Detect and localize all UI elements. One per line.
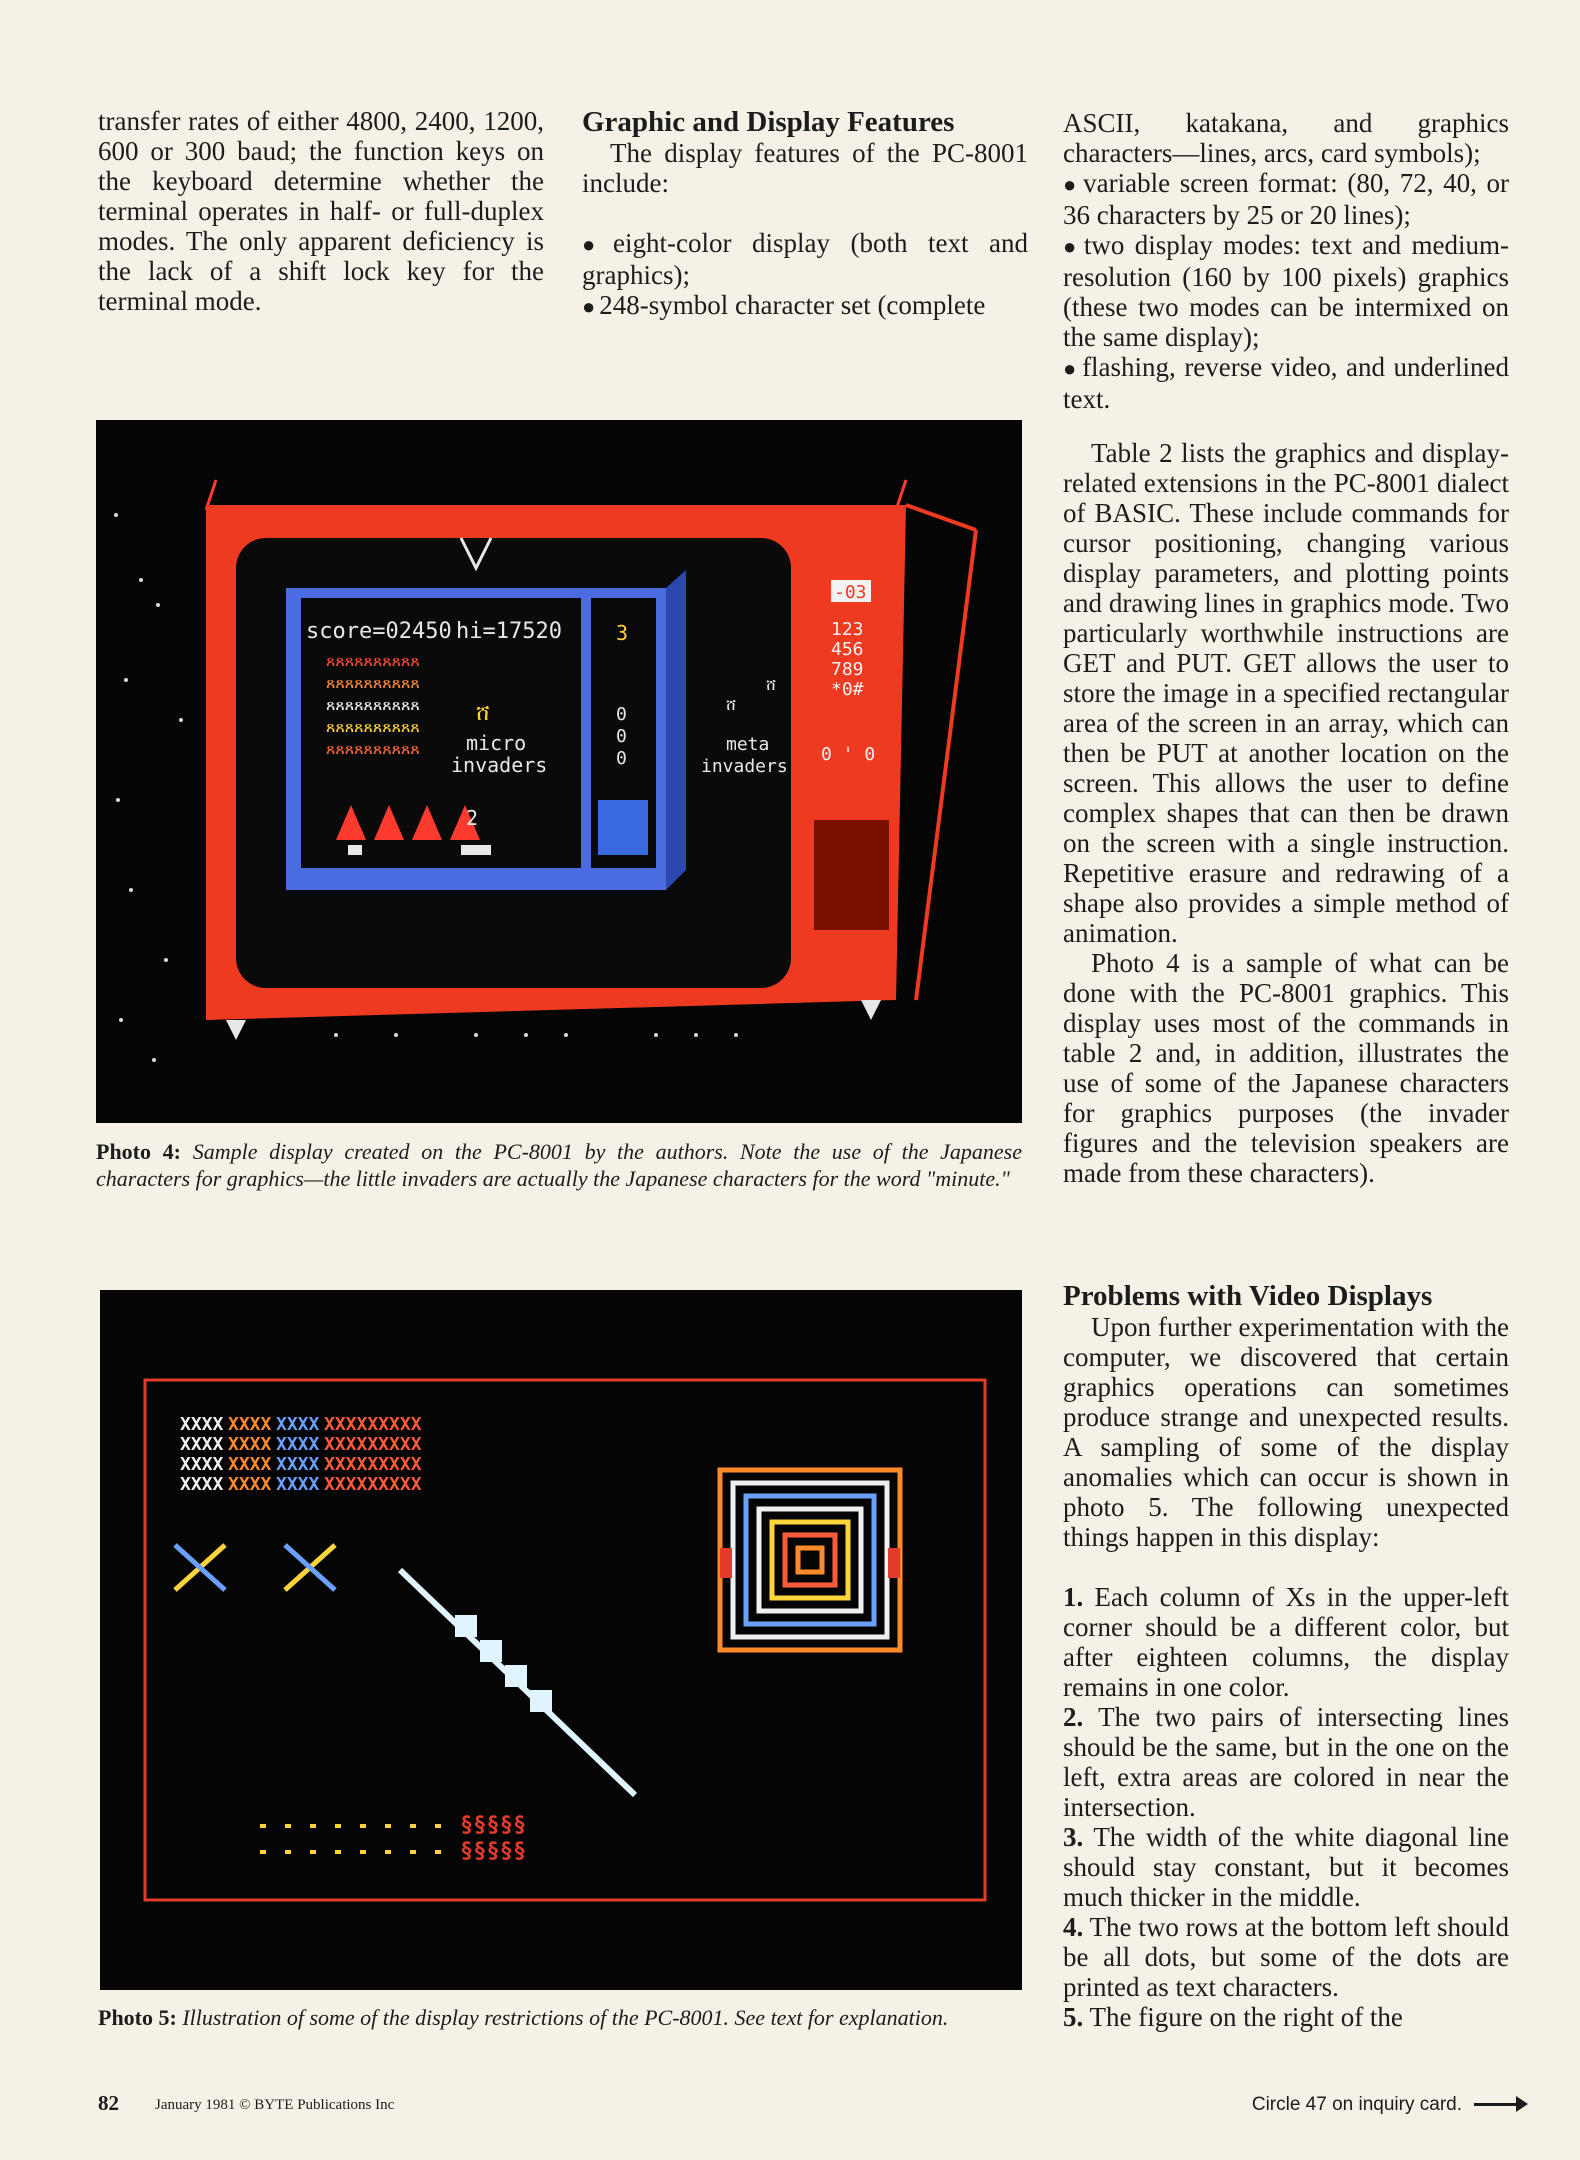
svg-text:*0#: *0#	[831, 679, 864, 700]
bullet-icon	[1063, 168, 1083, 198]
column-3-bottom	[1063, 1280, 1509, 2032]
svg-text:XXXXXXXXX: XXXXXXXXX	[324, 1434, 422, 1455]
col2-intro: The display features of the PC-8001 include:	[582, 138, 1028, 198]
column-3-top	[1063, 108, 1509, 414]
svg-text:ጸጸጸጸጸጸጸጸጸጸ: ጸጸጸጸጸጸጸጸጸጸ	[326, 695, 420, 714]
dateline: January 1981 © BYTE Publications Inc	[155, 2097, 395, 2113]
col3-bullet-2: ● two display modes: text and medium-resolution (160 by 100 pixels) graphics (these two modes can be intermixed on the same display);	[1063, 230, 1509, 352]
svg-text:ሸ: ሸ	[726, 695, 736, 714]
col2-bullet-1: ● eight-color display (both text and graphics);	[582, 228, 1028, 290]
score-text: score=02450	[306, 619, 452, 644]
col3-para-3: Upon further experimentation with the computer, we discovered that certain graphics operations can sometimes produce strange and unexpected results. A sampling of some of the display anomalies which can occur is shown in photo 5. The following unexpected things happen in this display:	[1063, 1312, 1509, 1552]
col3-bullet-1: ● variable screen format: (80, 72, 40, or 36 characters by 25 or 20 lines);	[1063, 168, 1509, 230]
lives-text: 3	[616, 621, 629, 645]
svg-text:123: 123	[831, 619, 864, 640]
list-item: 5. The figure on the right of the	[1063, 2002, 1403, 2032]
svg-text:ሸ: ሸ	[766, 675, 776, 694]
svg-text:XXXX: XXXX	[276, 1434, 320, 1455]
photo-4-tv-illustration	[96, 420, 1022, 1123]
col1-text: transfer rates of either 4800, 2400, 1200, 600 or 300 baud; the function keys on the keyboard determine whether the terminal operates in half- or full-duplex modes. The only apparent deficiency is the lack of a shift lock key for the terminal mode.	[98, 106, 544, 316]
svg-text:456: 456	[831, 639, 864, 660]
photo-5-caption: Photo 5: Illustration of some of the display restrictions of the PC-8001. See text for explanation.	[98, 2005, 949, 2030]
column-3-middle	[1063, 438, 1509, 1188]
col3-continuation: ASCII, katakana, and graphics characters—lines, arcs, card symbols);	[1063, 108, 1509, 168]
meta-invaders-text: invaders	[701, 756, 788, 777]
knob-text: 0 ' 0	[821, 744, 876, 765]
photo-4	[96, 420, 1022, 1123]
section-heading-graphics: Graphic and Display Features	[582, 106, 955, 138]
svg-text:XXXX: XXXX	[228, 1434, 272, 1455]
svg-text:ጸጸጸጸጸጸጸጸጸጸ: ጸጸጸጸጸጸጸጸጸጸ	[326, 717, 420, 736]
photo-5	[100, 1290, 1022, 1990]
col3-bullet-3: ● flashing, reverse video, and underlined text.	[1063, 352, 1509, 414]
x-columns	[180, 1414, 422, 1495]
list-item: 3. The width of the white diagonal line should stay constant, but it becomes much thicker in the middle.	[1063, 1822, 1509, 1912]
list-item: 1. Each column of Xs in the upper-left corner should be a different color, but after eighteen columns, the display remains in one color.	[1063, 1582, 1509, 1702]
bullet-icon	[1063, 230, 1084, 260]
section-heading-problems: Problems with Video Displays	[1063, 1280, 1433, 1312]
svg-text:0: 0	[616, 748, 627, 769]
svg-text:XXXXXXXXX: XXXXXXXXX	[324, 1454, 422, 1475]
svg-text:XXXX: XXXX	[276, 1454, 320, 1475]
svg-text:XXXX: XXXX	[180, 1454, 224, 1475]
channel-text: -03	[834, 582, 867, 603]
page-number: 82	[98, 2091, 119, 2115]
svg-text:ጸጸጸጸጸጸጸጸጸጸ: ጸጸጸጸጸጸጸጸጸጸ	[326, 673, 420, 692]
hi-score-text: hi=17520	[456, 619, 562, 644]
list-item: 2. The two pairs of intersecting lines should be the same, but in the one on the left, extra areas are colored in near the intersection.	[1063, 1702, 1510, 1822]
svg-text:XXXX: XXXX	[228, 1454, 272, 1475]
svg-text:XXXX: XXXX	[180, 1474, 224, 1495]
svg-text:XXXXXXXXX: XXXXXXXXX	[324, 1474, 422, 1495]
col3-para-2: Photo 4 is a sample of what can be done with the PC-8001 graphics. This display uses most of the commands in table 2 and, in addition, illustrates the use of some of the Japanese characters for graphics purposes (the invader figures and the television speakers are made from these characters).	[1063, 948, 1509, 1188]
svg-text:0: 0	[616, 704, 627, 725]
text-characters	[460, 1813, 526, 1864]
list-item: 4. The two rows at the bottom left should be all dots, but some of the dots are printed as text characters.	[1063, 1912, 1510, 2002]
bullet-icon	[582, 228, 613, 258]
micro-text: micro	[466, 731, 527, 755]
speaker-grille	[814, 820, 889, 930]
column-2	[582, 106, 1028, 322]
col2-bullet-2: ● 248-symbol character set (complete	[582, 290, 1028, 322]
svg-text:XXXX: XXXX	[228, 1414, 272, 1435]
svg-text:XXXX: XXXX	[228, 1474, 272, 1495]
bullet-icon	[1063, 352, 1082, 382]
level-text: 2	[466, 806, 479, 830]
svg-text:789: 789	[831, 659, 864, 680]
meta-text: meta	[726, 734, 770, 755]
inquiry-note: Circle 47 on inquiry card.	[1252, 2094, 1520, 2116]
svg-text:§§§§§: §§§§§	[460, 1839, 527, 1864]
invader-icon: ሸ	[476, 701, 490, 726]
bullet-icon	[582, 290, 599, 320]
svg-text:ጸጸጸጸጸጸጸጸጸጸ: ጸጸጸጸጸጸጸጸጸጸ	[326, 651, 420, 670]
svg-text:XXXX: XXXX	[180, 1414, 224, 1435]
svg-text:ጸጸጸጸጸጸጸጸጸጸ: ጸጸጸጸጸጸጸጸጸጸ	[326, 739, 420, 758]
svg-text:XXXX: XXXX	[276, 1474, 320, 1495]
photo-4-caption: Photo 4: Sample display created on the PC-8001 by the authors. Note the use of the Japanese characters for graphics—the little invaders are actually the Japanese characters for the word "minute."	[96, 1139, 1023, 1191]
photo-5-anomaly-display	[100, 1290, 1022, 1990]
invaders-text: invaders	[451, 753, 548, 777]
column-1	[98, 106, 544, 316]
svg-text:0: 0	[616, 726, 627, 747]
svg-text:§§§§§: §§§§§	[460, 1813, 527, 1838]
arrow-right-icon	[1474, 2103, 1520, 2106]
svg-text:XXXXXXXXX: XXXXXXXXX	[324, 1414, 422, 1435]
invader-rows	[326, 651, 420, 758]
svg-text:XXXX: XXXX	[180, 1434, 224, 1455]
col3-para-1: Table 2 lists the graphics and display-related extensions in the PC-8001 dialect of BASIC. These include commands for cursor positioning, changing various display parameters, and plotting points and drawing lines in graphics mode. Two particularly worthwhile instructions are GET and PUT. GET allows the user to store the image in a specified rectangular area of the screen in an array, which can then be PUT at another location on the screen. This allows the user to define complex shapes that can then be drawn on the screen with a single instruction. Repetitive erasure and redrawing of a shape also provides a simple method of animation.	[1063, 438, 1509, 948]
svg-text:XXXX: XXXX	[276, 1414, 320, 1435]
